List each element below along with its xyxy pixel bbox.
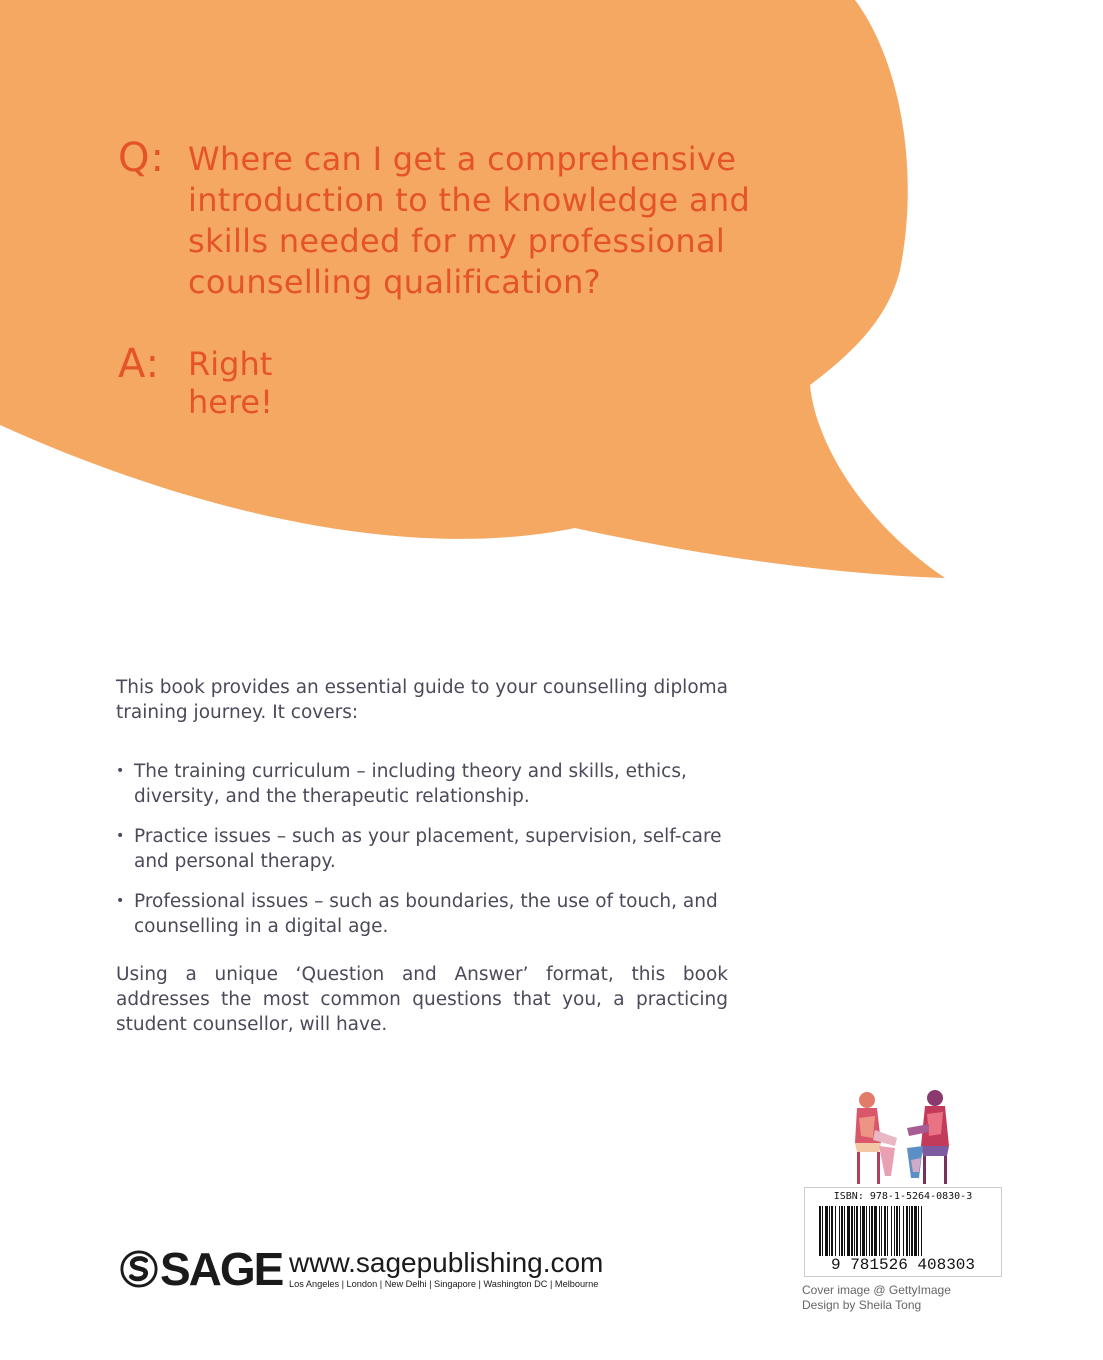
barcode-bar bbox=[860, 1206, 861, 1256]
publisher-website[interactable]: www.sagepublishing.com bbox=[289, 1247, 604, 1278]
answer-label: A: bbox=[118, 341, 161, 387]
question-label: Q: bbox=[118, 135, 165, 181]
question-text: Where can I get a comprehensive introduction to the knowledge and skills needed for my professional counselling qualification? bbox=[188, 140, 751, 301]
list-item: • Practice issues – such as your placement, supervision, self-care and personal therapy. bbox=[116, 824, 728, 874]
barcode-bar bbox=[869, 1206, 870, 1256]
blurb bbox=[116, 675, 728, 1037]
barcode-bar bbox=[879, 1206, 880, 1256]
barcode-bar bbox=[866, 1206, 867, 1256]
list-item: • Professional issues – such as boundaries, the use of touch, and counselling in a digital age. bbox=[116, 889, 728, 939]
barcode-bar bbox=[911, 1206, 913, 1256]
barcode-bar bbox=[831, 1206, 833, 1256]
publisher-name: SAGE bbox=[160, 1243, 283, 1295]
credits bbox=[802, 1283, 951, 1313]
barcode-bar bbox=[862, 1206, 865, 1256]
isbn-digits: 9 781526 408303 bbox=[830, 1256, 976, 1274]
barcode-bar bbox=[881, 1206, 882, 1256]
barcode-bar bbox=[906, 1206, 908, 1256]
closing-paragraph: Using a unique ‘Question and Answer’ format, this book addresses the most common questions that you, a practicing student counsellor, will have. bbox=[116, 964, 728, 1035]
publisher-cities: Los Angeles | London | New Delhi | Singapore | Washington DC | Melbourne bbox=[289, 1279, 599, 1289]
publisher-web bbox=[289, 1248, 603, 1289]
barcode-bar bbox=[841, 1206, 843, 1256]
list-item: • The training curriculum – including theory and skills, ethics, diversity, and the therapeutic relationship. bbox=[116, 759, 728, 809]
barcode-bar bbox=[884, 1206, 886, 1256]
barcode-bar bbox=[825, 1206, 828, 1256]
barcode-bar bbox=[891, 1206, 892, 1256]
barcode-bar bbox=[822, 1206, 823, 1256]
barcode-bar bbox=[914, 1206, 917, 1256]
cover-illustration bbox=[845, 1088, 960, 1188]
barcode-bar bbox=[851, 1206, 853, 1256]
barcode-bars bbox=[819, 1206, 987, 1256]
intro-paragraph: This book provides an essential guide to your counselling diploma training journey. It covers: bbox=[116, 677, 728, 723]
barcode-bar bbox=[854, 1206, 855, 1256]
barcode-bar bbox=[909, 1206, 910, 1256]
barcode-bar bbox=[829, 1206, 830, 1256]
barcode-bar bbox=[871, 1206, 873, 1256]
topic-list bbox=[116, 759, 728, 939]
barcode bbox=[804, 1187, 1002, 1277]
sage-s-icon bbox=[120, 1250, 158, 1288]
answer-text: Right here! bbox=[188, 345, 273, 421]
cover-image-credit: Cover image @ GettyImage bbox=[802, 1283, 951, 1297]
publisher-logo bbox=[120, 1244, 282, 1294]
barcode-bar bbox=[899, 1206, 900, 1256]
barcode-bar bbox=[918, 1206, 919, 1256]
barcode-bar bbox=[887, 1206, 888, 1256]
isbn-label: ISBN: 978-1-5264-0830-3 bbox=[833, 1191, 973, 1202]
barcode-bar bbox=[856, 1206, 858, 1256]
barcode-bar bbox=[835, 1206, 836, 1256]
barcode-bar bbox=[847, 1206, 850, 1256]
barcode-bar bbox=[894, 1206, 895, 1256]
barcode-bar bbox=[874, 1206, 877, 1256]
barcode-bar bbox=[844, 1206, 845, 1256]
barcode-bar bbox=[903, 1206, 904, 1256]
design-credit: Design by Sheila Tong bbox=[802, 1298, 922, 1312]
barcode-bar bbox=[896, 1206, 898, 1256]
barcode-bar bbox=[839, 1206, 840, 1256]
barcode-bar bbox=[819, 1206, 821, 1256]
barcode-bar bbox=[921, 1206, 922, 1256]
